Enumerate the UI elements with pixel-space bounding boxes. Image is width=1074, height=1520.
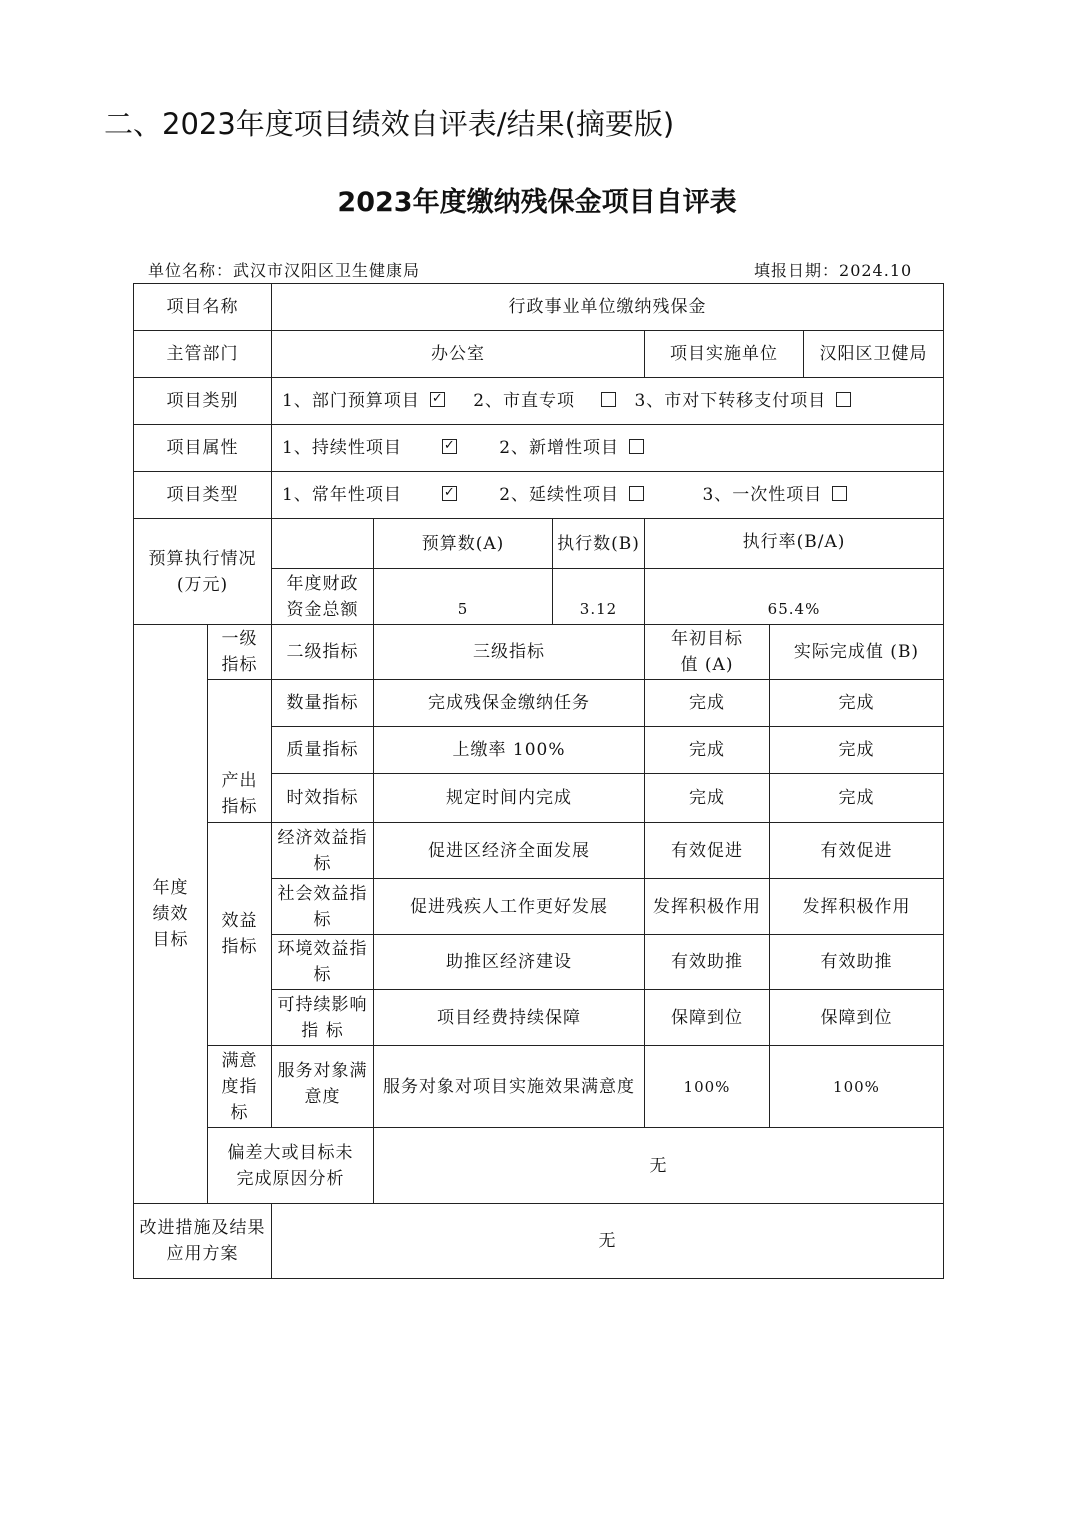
table-row bbox=[134, 823, 944, 879]
impl-unit-value: 汉阳区卫健局 bbox=[804, 331, 944, 378]
budget-label-line: (万元) bbox=[176, 574, 229, 595]
type-options bbox=[272, 472, 944, 519]
date-label: 填报日期： bbox=[754, 261, 840, 280]
benefit-label-line: 指标 bbox=[221, 937, 258, 957]
section-title: 二、2023年度项目绩效自评表/结果(摘要版) bbox=[104, 107, 675, 141]
table-row bbox=[134, 680, 944, 727]
actual-cell: 完成 bbox=[770, 680, 944, 727]
level2-line: 可持续影响 bbox=[277, 994, 368, 1015]
attribute-option-1 bbox=[282, 435, 457, 461]
deviation-value: 无 bbox=[374, 1128, 944, 1204]
level2-line: 标 bbox=[313, 909, 332, 930]
level2-cell: 数量指标 bbox=[272, 680, 374, 727]
level3-cell: 规定时间内完成 bbox=[374, 774, 645, 823]
improvement-value: 无 bbox=[272, 1204, 944, 1279]
exec-value: 3.12 bbox=[553, 569, 645, 625]
benefit-label-line: 效益 bbox=[221, 911, 258, 931]
deviation-label-line: 完成原因分析 bbox=[236, 1168, 345, 1189]
level3-header: 三级指标 bbox=[374, 625, 645, 680]
level2-line: 社会效益指 bbox=[277, 883, 368, 904]
exec-col-header: 执行数(B) bbox=[553, 519, 645, 569]
attribute-option-2 bbox=[499, 435, 644, 461]
department-row bbox=[134, 331, 944, 378]
unit-label: 单位名称： bbox=[148, 261, 234, 280]
level2-cell bbox=[272, 990, 374, 1046]
budget-row-label bbox=[272, 569, 374, 625]
rate-col-header: 执行率(B/A) bbox=[645, 519, 944, 569]
target-cell: 完成 bbox=[645, 680, 770, 727]
level2-header: 二级指标 bbox=[272, 625, 374, 680]
level1-header bbox=[208, 625, 272, 680]
target-header bbox=[645, 625, 770, 680]
option-text: 3、一次性项目 bbox=[702, 485, 823, 505]
improvement-label-line: 应用方案 bbox=[166, 1244, 239, 1264]
budget-label-line: 预算执行情况 bbox=[148, 548, 257, 569]
level2-cell bbox=[272, 823, 374, 879]
date-value: 2024.10 bbox=[839, 261, 913, 280]
level3-cell: 助推区经济建设 bbox=[374, 935, 645, 990]
attribute-options bbox=[272, 425, 944, 472]
deviation-row bbox=[134, 1128, 944, 1204]
satisfaction-label-line: 标 bbox=[230, 1102, 249, 1123]
type-option-3 bbox=[702, 482, 847, 508]
category-option-3 bbox=[634, 388, 851, 414]
checkbox-empty-icon[interactable] bbox=[629, 486, 644, 501]
project-name-row bbox=[134, 284, 944, 331]
checkbox-checked-icon[interactable] bbox=[430, 392, 445, 407]
budget-row-label-line: 年度财政 bbox=[286, 573, 359, 594]
option-text: 2、新增性项目 bbox=[499, 438, 620, 458]
level2-line: 服务对象满 bbox=[277, 1061, 368, 1081]
type-option-1 bbox=[282, 482, 457, 508]
option-text: 1、持续性项目 bbox=[282, 438, 402, 458]
level2-line: 标 bbox=[313, 853, 332, 874]
level2-line: 经济效益指 bbox=[277, 827, 368, 848]
table-row bbox=[134, 1046, 944, 1128]
satisfaction-label bbox=[208, 1046, 272, 1128]
level2-line: 标 bbox=[313, 965, 332, 985]
target-cell: 完成 bbox=[645, 774, 770, 823]
department-label: 主管部门 bbox=[134, 331, 272, 378]
type-row bbox=[134, 472, 944, 519]
level2-line: 环境效益指 bbox=[277, 939, 368, 959]
attribute-row bbox=[134, 425, 944, 472]
level3-cell: 上缴率 100% bbox=[374, 727, 645, 774]
target-cell: 100% bbox=[645, 1046, 770, 1128]
header-line: 一级 bbox=[221, 629, 258, 649]
attribute-label: 项目属性 bbox=[134, 425, 272, 472]
budget-col-header: 预算数(A) bbox=[374, 519, 553, 569]
budget-row-label-line: 资金总额 bbox=[286, 599, 359, 620]
actual-cell: 保障到位 bbox=[770, 990, 944, 1046]
project-name-value: 行政事业单位缴纳残保金 bbox=[272, 284, 944, 331]
output-label-line: 指标 bbox=[221, 797, 258, 817]
rate-value: 65.4% bbox=[645, 569, 944, 625]
level2-cell bbox=[272, 879, 374, 935]
improvement-label bbox=[134, 1204, 272, 1279]
category-options bbox=[272, 378, 944, 425]
category-option-1 bbox=[282, 388, 445, 414]
evaluation-table bbox=[133, 283, 944, 1279]
checkbox-empty-icon[interactable] bbox=[601, 392, 616, 407]
target-cell: 有效促进 bbox=[645, 823, 770, 879]
option-text: 3、市对下转移支付项目 bbox=[634, 391, 827, 411]
type-option-2 bbox=[499, 482, 644, 508]
output-label bbox=[208, 680, 272, 823]
improvement-row bbox=[134, 1204, 944, 1279]
unit-value: 武汉市汉阳区卫生健康局 bbox=[233, 261, 421, 280]
budget-label bbox=[134, 519, 272, 625]
targets-header-row bbox=[134, 625, 944, 680]
level3-cell: 项目经费持续保障 bbox=[374, 990, 645, 1046]
impl-unit-label: 项目实施单位 bbox=[645, 331, 804, 378]
actual-cell: 有效促进 bbox=[770, 823, 944, 879]
deviation-label bbox=[208, 1128, 374, 1204]
level3-cell: 促进区经济全面发展 bbox=[374, 823, 645, 879]
budget-header-row bbox=[134, 519, 944, 569]
header-line: 值 (A) bbox=[680, 655, 734, 675]
target-cell: 完成 bbox=[645, 727, 770, 774]
actual-cell: 完成 bbox=[770, 727, 944, 774]
actual-cell: 完成 bbox=[770, 774, 944, 823]
level2-cell: 时效指标 bbox=[272, 774, 374, 823]
header-line: 指标 bbox=[221, 655, 258, 675]
type-label: 项目类型 bbox=[134, 472, 272, 519]
checkbox-empty-icon[interactable] bbox=[629, 439, 644, 454]
deviation-label-line: 偏差大或目标未 bbox=[227, 1142, 354, 1163]
target-cell: 保障到位 bbox=[645, 990, 770, 1046]
empty-cell bbox=[272, 519, 374, 569]
unit-name bbox=[148, 258, 420, 281]
satisfaction-label-line: 满意 bbox=[221, 1050, 258, 1071]
checkbox-empty-icon[interactable] bbox=[832, 486, 847, 501]
improvement-label-line: 改进措施及结果 bbox=[139, 1218, 266, 1238]
benefit-label bbox=[208, 823, 272, 1046]
option-text: 1、部门预算项目 bbox=[282, 391, 420, 411]
document-title: 2023年度缴纳残保金项目自评表 bbox=[337, 187, 737, 218]
category-option-2 bbox=[473, 388, 616, 414]
target-cell: 发挥积极作用 bbox=[645, 879, 770, 935]
actual-cell: 发挥积极作用 bbox=[770, 879, 944, 935]
level2-line: 意度 bbox=[304, 1087, 341, 1107]
header-line: 年初目标 bbox=[671, 629, 743, 649]
checkbox-empty-icon[interactable] bbox=[836, 392, 851, 407]
option-text: 1、常年性项目 bbox=[282, 485, 402, 505]
section-label-line: 绩效 bbox=[152, 904, 189, 924]
level3-cell: 促进残疾人工作更好发展 bbox=[374, 879, 645, 935]
level2-cell bbox=[272, 1046, 374, 1128]
actual-header: 实际完成值 (B) bbox=[770, 625, 944, 680]
target-cell: 有效助推 bbox=[645, 935, 770, 990]
section-label-line: 目标 bbox=[152, 930, 189, 950]
level3-cell: 完成残保金缴纳任务 bbox=[374, 680, 645, 727]
level2-cell bbox=[272, 935, 374, 990]
actual-cell: 有效助推 bbox=[770, 935, 944, 990]
project-name-label: 项目名称 bbox=[134, 284, 272, 331]
satisfaction-label-line: 度指 bbox=[221, 1076, 258, 1097]
budget-value: 5 bbox=[374, 569, 553, 625]
output-label-line: 产出 bbox=[221, 771, 258, 791]
actual-cell: 100% bbox=[770, 1046, 944, 1128]
checkbox-checked-icon[interactable] bbox=[442, 439, 457, 454]
level2-cell: 质量指标 bbox=[272, 727, 374, 774]
category-label: 项目类别 bbox=[134, 378, 272, 425]
department-value: 办公室 bbox=[272, 331, 645, 378]
report-date bbox=[754, 258, 912, 281]
checkbox-checked-icon[interactable] bbox=[442, 486, 457, 501]
option-text: 2、市直专项 bbox=[473, 391, 576, 411]
level3-cell: 服务对象对项目实施效果满意度 bbox=[374, 1046, 645, 1128]
targets-section-label bbox=[134, 625, 208, 1204]
category-row bbox=[134, 378, 944, 425]
option-text: 2、延续性项目 bbox=[499, 485, 620, 505]
level2-line: 指 标 bbox=[301, 1020, 344, 1041]
section-label-line: 年度 bbox=[152, 878, 189, 898]
